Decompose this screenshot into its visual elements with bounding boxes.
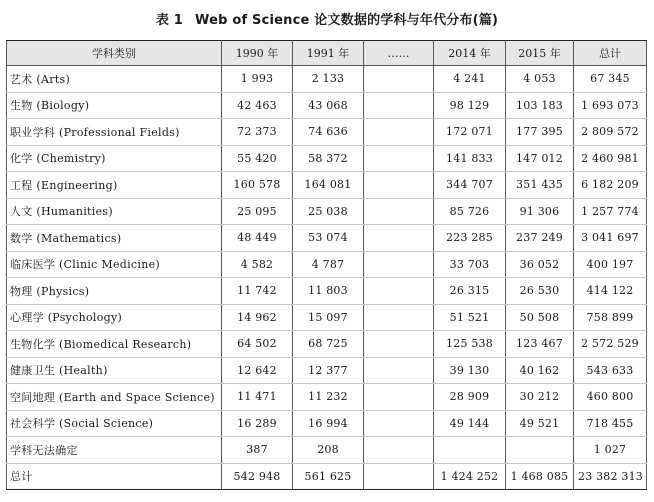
value-1990-cell: 1 993 (222, 66, 293, 93)
header-2014: 2014 年 (434, 41, 506, 66)
subject-cell: 总计 (7, 463, 222, 490)
data-table (6, 40, 647, 490)
value-2015-cell (506, 437, 574, 464)
table-row (7, 225, 647, 252)
value-2015-cell: 49 521 (506, 410, 574, 437)
value-2015-cell: 36 052 (506, 251, 574, 278)
value-2014-cell: 26 315 (434, 278, 506, 305)
header-total: 总计 (574, 41, 647, 66)
value-2014-cell: 33 703 (434, 251, 506, 278)
total-cell: 1 257 774 (574, 198, 647, 225)
ellipsis-cell (364, 145, 434, 172)
ellipsis-cell (364, 225, 434, 252)
table-row (7, 437, 647, 464)
subject-cell: 生物 (Biology) (7, 92, 222, 119)
value-1991-cell: 16 994 (293, 410, 364, 437)
value-2014-cell: 344 707 (434, 172, 506, 199)
table-number: 表 1 (155, 13, 183, 28)
subject-cell: 健康卫生 (Health) (7, 357, 222, 384)
value-2015-cell: 1 468 085 (506, 463, 574, 490)
value-1991-cell: 15 097 (293, 304, 364, 331)
value-1990-cell: 55 420 (222, 145, 293, 172)
value-1991-cell: 43 068 (293, 92, 364, 119)
ellipsis-cell (364, 172, 434, 199)
value-2015-cell: 351 435 (506, 172, 574, 199)
value-1991-cell: 53 074 (293, 225, 364, 252)
table-row (7, 331, 647, 358)
total-cell: 3 041 697 (574, 225, 647, 252)
total-cell: 2 809 572 (574, 119, 647, 146)
subject-cell: 物理 (Physics) (7, 278, 222, 305)
total-cell: 2 460 981 (574, 145, 647, 172)
total-cell: 1 027 (574, 437, 647, 464)
ellipsis-cell (364, 331, 434, 358)
total-cell: 543 633 (574, 357, 647, 384)
value-2014-cell: 39 130 (434, 357, 506, 384)
total-cell: 718 455 (574, 410, 647, 437)
ellipsis-cell (364, 304, 434, 331)
value-2014-cell (434, 437, 506, 464)
value-2015-cell: 177 395 (506, 119, 574, 146)
value-1991-cell: 4 787 (293, 251, 364, 278)
value-1990-cell: 11 742 (222, 278, 293, 305)
total-cell: 1 693 073 (574, 92, 647, 119)
subject-cell: 艺术 (Arts) (7, 66, 222, 93)
value-1990-cell: 42 463 (222, 92, 293, 119)
value-1990-cell: 542 948 (222, 463, 293, 490)
value-2014-cell: 172 071 (434, 119, 506, 146)
table-row (7, 251, 647, 278)
value-2014-cell: 49 144 (434, 410, 506, 437)
ellipsis-cell (364, 66, 434, 93)
ellipsis-cell (364, 278, 434, 305)
total-row (7, 463, 647, 490)
subject-cell: 心理学 (Psychology) (7, 304, 222, 331)
value-2014-cell: 98 129 (434, 92, 506, 119)
total-cell: 23 382 313 (574, 463, 647, 490)
ellipsis-cell (364, 357, 434, 384)
value-1991-cell: 25 038 (293, 198, 364, 225)
header-2015: 2015 年 (506, 41, 574, 66)
value-1991-cell: 208 (293, 437, 364, 464)
ellipsis-cell (364, 463, 434, 490)
value-1990-cell: 160 578 (222, 172, 293, 199)
subject-cell: 职业学科 (Professional Fields) (7, 119, 222, 146)
total-cell: 6 182 209 (574, 172, 647, 199)
total-cell: 400 197 (574, 251, 647, 278)
value-1991-cell: 11 803 (293, 278, 364, 305)
ellipsis-cell (364, 119, 434, 146)
value-1991-cell: 11 232 (293, 384, 364, 411)
value-1991-cell: 68 725 (293, 331, 364, 358)
header-row (7, 41, 647, 66)
value-2014-cell: 223 285 (434, 225, 506, 252)
subject-cell: 社会科学 (Social Science) (7, 410, 222, 437)
ellipsis-cell (364, 437, 434, 464)
value-2015-cell: 237 249 (506, 225, 574, 252)
table-row (7, 172, 647, 199)
total-cell: 67 345 (574, 66, 647, 93)
value-2014-cell: 125 538 (434, 331, 506, 358)
table-row (7, 410, 647, 437)
value-1990-cell: 72 373 (222, 119, 293, 146)
table-row (7, 119, 647, 146)
value-2015-cell: 123 467 (506, 331, 574, 358)
subject-cell: 人文 (Humanities) (7, 198, 222, 225)
table-row (7, 304, 647, 331)
value-2015-cell: 91 306 (506, 198, 574, 225)
total-cell: 758 899 (574, 304, 647, 331)
total-cell: 460 800 (574, 384, 647, 411)
ellipsis-cell (364, 384, 434, 411)
value-1991-cell: 561 625 (293, 463, 364, 490)
value-2015-cell: 50 508 (506, 304, 574, 331)
subject-cell: 空间地理 (Earth and Space Science) (7, 384, 222, 411)
ellipsis-cell (364, 251, 434, 278)
value-1991-cell: 74 636 (293, 119, 364, 146)
value-1990-cell: 12 642 (222, 357, 293, 384)
value-1990-cell: 387 (222, 437, 293, 464)
value-2015-cell: 30 212 (506, 384, 574, 411)
table-row (7, 278, 647, 305)
value-1990-cell: 64 502 (222, 331, 293, 358)
value-1991-cell: 58 372 (293, 145, 364, 172)
value-2015-cell: 103 183 (506, 92, 574, 119)
total-cell: 414 122 (574, 278, 647, 305)
value-2015-cell: 40 162 (506, 357, 574, 384)
value-1991-cell: 164 081 (293, 172, 364, 199)
subject-cell: 学科无法确定 (7, 437, 222, 464)
value-1990-cell: 11 471 (222, 384, 293, 411)
table-body (7, 41, 647, 490)
value-2014-cell: 1 424 252 (434, 463, 506, 490)
subject-cell: 生物化学 (Biomedical Research) (7, 331, 222, 358)
subject-cell: 化学 (Chemistry) (7, 145, 222, 172)
header-ellipsis: …… (364, 41, 434, 66)
ellipsis-cell (364, 92, 434, 119)
value-1991-cell: 12 377 (293, 357, 364, 384)
table-row (7, 92, 647, 119)
table-title: Web of Science 论文数据的学科与年代分布(篇) (195, 13, 499, 28)
value-2015-cell: 147 012 (506, 145, 574, 172)
table-row (7, 145, 647, 172)
value-1990-cell: 16 289 (222, 410, 293, 437)
table-row (7, 66, 647, 93)
value-1991-cell: 2 133 (293, 66, 364, 93)
value-2014-cell: 51 521 (434, 304, 506, 331)
value-1990-cell: 14 962 (222, 304, 293, 331)
value-1990-cell: 25 095 (222, 198, 293, 225)
subject-cell: 数学 (Mathematics) (7, 225, 222, 252)
value-2014-cell: 141 833 (434, 145, 506, 172)
value-2015-cell: 26 530 (506, 278, 574, 305)
value-2014-cell: 28 909 (434, 384, 506, 411)
table-row (7, 357, 647, 384)
header-1991: 1991 年 (293, 41, 364, 66)
total-cell: 2 572 529 (574, 331, 647, 358)
ellipsis-cell (364, 198, 434, 225)
subject-cell: 临床医学 (Clinic Medicine) (7, 251, 222, 278)
header-subject: 学科类别 (7, 41, 222, 66)
value-1990-cell: 48 449 (222, 225, 293, 252)
value-2015-cell: 4 053 (506, 66, 574, 93)
header-1990: 1990 年 (222, 41, 293, 66)
value-1990-cell: 4 582 (222, 251, 293, 278)
table-row (7, 384, 647, 411)
value-2014-cell: 4 241 (434, 66, 506, 93)
table-row (7, 198, 647, 225)
table-caption (0, 9, 654, 28)
value-2014-cell: 85 726 (434, 198, 506, 225)
ellipsis-cell (364, 410, 434, 437)
subject-cell: 工程 (Engineering) (7, 172, 222, 199)
